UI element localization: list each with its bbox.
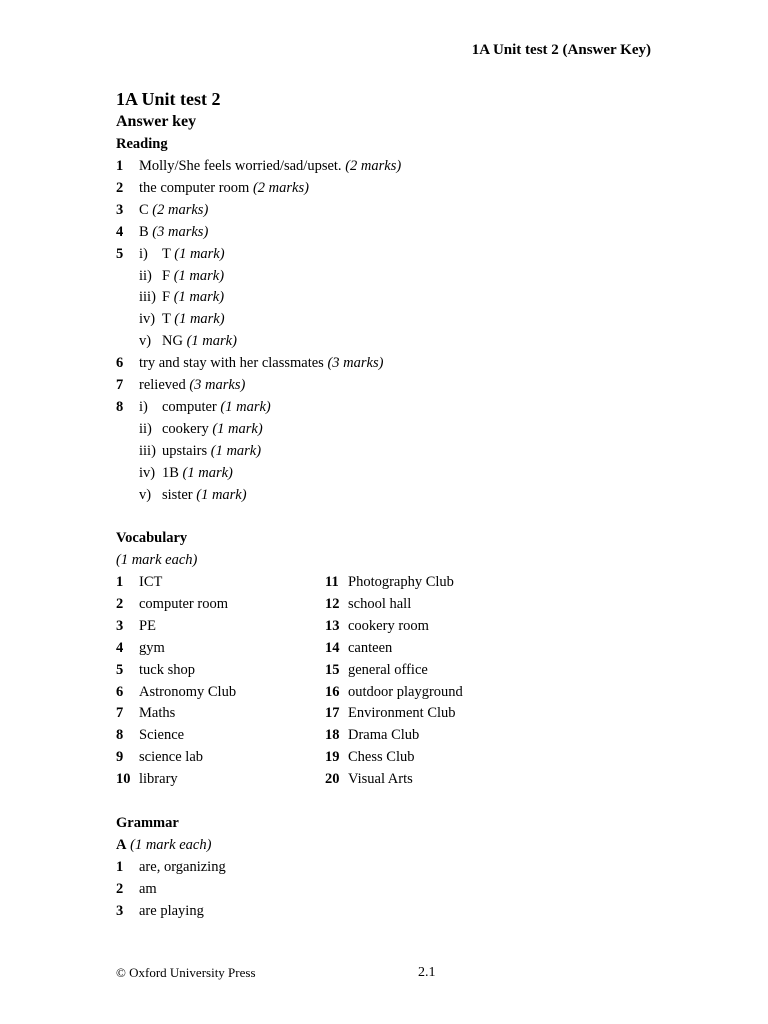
footer-copyright: © Oxford University Press [116, 965, 256, 980]
grammar-heading: Grammar [116, 815, 179, 831]
reading-item [116, 202, 208, 224]
grammar-item-number: 3 [116, 902, 124, 919]
subitem-marks: (1 mark) [173, 267, 225, 284]
subitem-marks: (1 mark) [210, 442, 262, 459]
vocabulary-item-answer: Maths [139, 705, 176, 722]
subitem-marks: (1 mark) [182, 464, 233, 481]
vocabulary-item [325, 596, 411, 613]
vocabulary-item-number: 1 [116, 574, 124, 590]
reading-heading: Reading [116, 136, 168, 152]
reading-subitem [139, 399, 271, 421]
vocabulary-item-answer: Astronomy Club [139, 683, 237, 700]
vocabulary-item [116, 684, 236, 701]
page-subtitle: Answer key [116, 113, 197, 130]
reading-subitem [139, 421, 263, 443]
subitem-answer: F [162, 267, 174, 284]
vocabulary-item-number: 4 [116, 639, 124, 656]
subitem-numeral: i) [139, 398, 148, 415]
vocabulary-item [116, 618, 156, 635]
reading-item-marks: (3 marks) [327, 355, 384, 372]
vocabulary-item-number: 18 [325, 727, 340, 744]
grammar-item-answer: are playing [139, 902, 204, 919]
subitem-answer: cookery [162, 420, 213, 437]
reading-subitem [139, 311, 225, 333]
vocabulary-item-answer: science lab [139, 749, 204, 766]
subitem-numeral: iii) [139, 442, 156, 459]
vocabulary-item-answer: computer room [139, 595, 228, 612]
grammar-part-a [116, 837, 211, 854]
grammar-item-number: 2 [116, 880, 124, 897]
vocabulary-item [116, 727, 184, 744]
vocabulary-item [116, 771, 178, 788]
vocabulary-item-answer: tuck shop [139, 661, 195, 678]
reading-item-number: 7 [116, 377, 124, 393]
reading-item-answer: the computer room [139, 179, 253, 196]
vocabulary-item-answer: general office [348, 661, 428, 678]
reading-item [116, 180, 309, 202]
vocabulary-item-answer: ICT [139, 574, 163, 590]
reading-item-answer: C [139, 201, 153, 218]
reading-item-number: 3 [116, 201, 124, 218]
vocabulary-item [325, 771, 413, 788]
vocabulary-item-answer: library [139, 771, 178, 788]
vocabulary-item-number: 6 [116, 683, 124, 700]
grammar-part-note: (1 mark each) [126, 837, 212, 853]
vocabulary-item-number: 12 [325, 595, 340, 612]
vocabulary-item-answer: school hall [348, 595, 412, 612]
reading-item-number: 5 [116, 245, 124, 262]
vocabulary-item-answer: Environment Club [348, 705, 456, 722]
reading-item-answer: B [139, 223, 153, 240]
subitem-marks: (1 mark) [174, 311, 225, 328]
reading-item-number: 2 [116, 179, 124, 196]
subitem-answer: T [162, 245, 175, 262]
reading-item [116, 158, 401, 180]
reading-item-number: 1 [116, 158, 124, 174]
subitem-numeral: v) [139, 486, 152, 503]
vocabulary-item-number: 17 [325, 705, 340, 722]
reading-subitem [139, 333, 237, 355]
vocabulary-item-answer: Chess Club [348, 749, 415, 766]
grammar-item [116, 859, 226, 881]
subitem-marks: (1 mark) [220, 398, 271, 415]
grammar-item-number: 1 [116, 859, 124, 875]
vocabulary-item [325, 684, 463, 701]
reading-subitem [139, 268, 224, 290]
vocabulary-item-number: 7 [116, 705, 124, 722]
subitem-numeral: v) [139, 333, 152, 350]
vocabulary-item-number: 16 [325, 683, 340, 700]
reading-item [116, 224, 208, 246]
subitem-numeral: ii) [139, 267, 152, 284]
vocabulary-item-answer: gym [139, 639, 165, 656]
vocabulary-item [116, 640, 165, 657]
reading-item-number: 4 [116, 223, 124, 240]
vocabulary-heading: Vocabulary [116, 530, 188, 546]
subitem-answer: computer [162, 398, 221, 415]
vocabulary-item [325, 640, 392, 657]
vocabulary-item [116, 749, 203, 766]
reading-item-number: 8 [116, 398, 124, 415]
grammar-item-answer: am [139, 880, 157, 897]
grammar-item [116, 903, 204, 925]
vocabulary-item-number: 19 [325, 749, 340, 766]
subitem-answer: sister [162, 486, 197, 503]
vocabulary-item [325, 727, 419, 744]
vocabulary-item-number: 9 [116, 749, 124, 766]
reading-subitem [139, 289, 224, 311]
reading-item-marks: (2 marks) [345, 158, 402, 174]
page-title: 1A Unit test 2 [116, 89, 221, 109]
subitem-numeral: i) [139, 245, 148, 262]
vocabulary-item-answer: canteen [348, 639, 393, 656]
subitem-answer: F [162, 289, 174, 306]
vocabulary-item-number: 11 [325, 574, 339, 590]
reading-subitem [139, 465, 233, 487]
grammar-item [116, 881, 157, 903]
vocabulary-item-answer: cookery room [348, 617, 429, 634]
vocabulary-item-number: 20 [325, 771, 340, 788]
subitem-marks: (1 mark) [186, 333, 237, 350]
vocabulary-item [116, 574, 162, 591]
vocabulary-note: (1 mark each) [116, 552, 198, 568]
reading-item-answer: Molly/She feels worried/sad/upset. [139, 158, 346, 174]
grammar-part-label: A [116, 837, 127, 853]
vocabulary-item-answer: Drama Club [348, 727, 420, 744]
running-header: 1A Unit test 2 (Answer Key) [471, 42, 651, 58]
vocabulary-item-number: 5 [116, 661, 124, 678]
reading-item-answer: try and stay with her classmates [139, 355, 328, 372]
vocabulary-item-answer: PE [139, 617, 156, 634]
vocabulary-item [116, 596, 228, 613]
vocabulary-item-answer: Photography Club [348, 574, 454, 590]
vocabulary-item-number: 15 [325, 661, 340, 678]
subitem-marks: (1 mark) [173, 289, 225, 306]
reading-item-marks: (3 marks) [189, 377, 246, 393]
vocabulary-item [325, 749, 414, 766]
vocabulary-item-answer: Science [139, 727, 185, 744]
reading-item-number: 6 [116, 355, 124, 372]
grammar-item-answer: are, organizing [139, 859, 226, 875]
reading-item [116, 355, 383, 377]
vocabulary-item [325, 618, 429, 635]
vocabulary-item-number: 3 [116, 617, 124, 634]
subitem-marks: (1 mark) [212, 420, 263, 437]
vocabulary-item [325, 705, 456, 722]
vocabulary-item [116, 705, 175, 722]
vocabulary-item [325, 662, 428, 679]
subitem-answer: NG [162, 333, 187, 350]
subitem-answer: 1B [162, 464, 183, 481]
reading-item-marks: (3 marks) [152, 223, 209, 240]
vocabulary-item-number: 14 [325, 639, 340, 656]
subitem-numeral: iv) [139, 464, 156, 481]
vocabulary-item-number: 13 [325, 617, 340, 634]
reading-subitem [139, 246, 225, 268]
subitem-numeral: ii) [139, 420, 152, 437]
reading-subitem [139, 443, 261, 465]
vocabulary-item [325, 574, 454, 591]
vocabulary-item-number: 10 [116, 771, 131, 788]
vocabulary-item-number: 2 [116, 595, 124, 612]
subitem-numeral: iii) [139, 289, 156, 306]
footer-page-number: 2.1 [418, 965, 436, 980]
subitem-answer: T [162, 311, 175, 328]
reading-subitem [139, 487, 247, 509]
subitem-marks: (1 mark) [174, 245, 225, 262]
reading-item-answer: relieved [139, 377, 190, 393]
vocabulary-item [116, 662, 195, 679]
reading-item [116, 377, 245, 399]
reading-item-marks: (2 marks) [152, 201, 209, 218]
vocabulary-item-number: 8 [116, 727, 124, 744]
vocabulary-item-answer: Visual Arts [348, 771, 413, 788]
subitem-answer: upstairs [162, 442, 211, 459]
subitem-marks: (1 mark) [196, 486, 247, 503]
reading-item-marks: (2 marks) [252, 179, 309, 196]
vocabulary-item-answer: outdoor playground [348, 683, 463, 700]
subitem-numeral: iv) [139, 311, 156, 328]
